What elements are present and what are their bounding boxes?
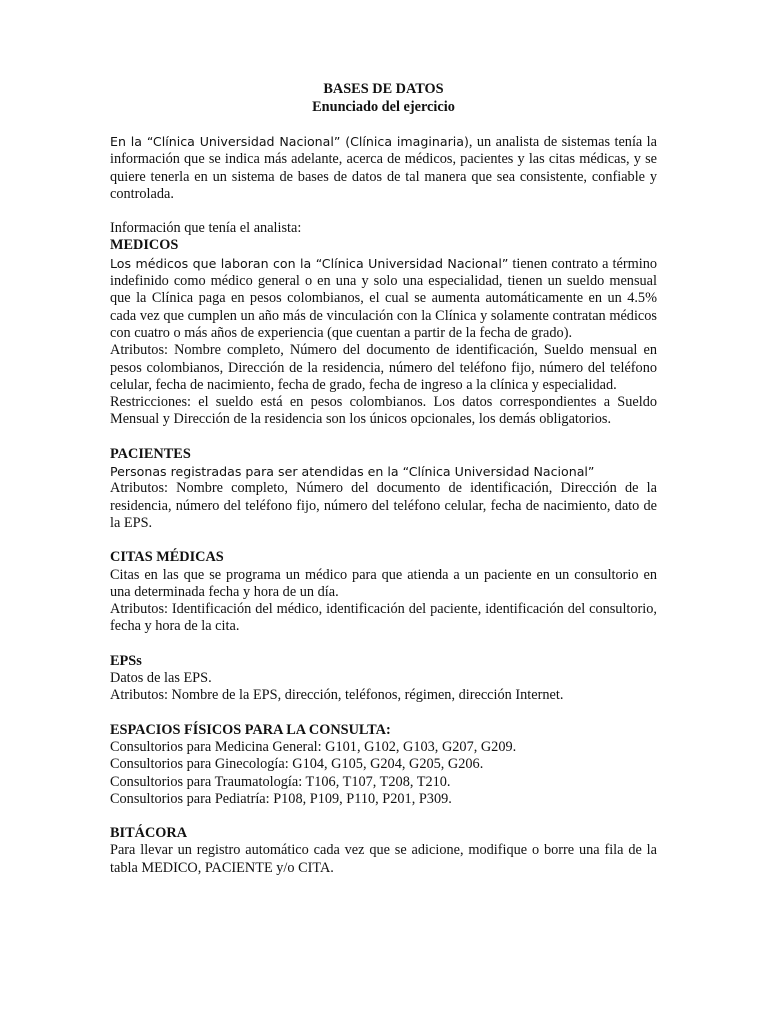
espacios-line: Consultorios para Pediatría: P108, P109, P110, P201, P309. <box>110 790 452 807</box>
section-heading-eps: EPSs <box>110 652 142 669</box>
pacientes-description: Personas registradas para ser atendidas en la “Clínica Universidad Nacional” <box>110 464 595 480</box>
document-subtitle: Enunciado del ejercicio <box>312 99 455 115</box>
citas-atributos: Atributos: Identificación del médico, identificación del paciente, identificación del consultorio, fecha y hora de la cita. <box>110 601 657 635</box>
info-label: Información que tenía el analista: <box>110 220 302 237</box>
espacios-line: Consultorios para Traumatología: T106, T107, T208, T210. <box>110 773 451 790</box>
espacios-line: Consultorios para Medicina General: G101, G102, G103, G207, G209. <box>110 738 517 755</box>
espacios-line: Consultorios para Ginecología: G104, G105, G204, G205, G206. <box>110 756 484 773</box>
intro-paragraph <box>110 133 657 203</box>
medicos-lead: Los médicos que laboran con la “Clínica Universidad Nacional” <box>110 255 509 271</box>
section-heading-medicos: MEDICOS <box>110 237 179 254</box>
section-heading-citas: CITAS MÉDICAS <box>110 549 224 566</box>
document-title: BASES DE DATOS <box>323 81 444 97</box>
title-block <box>110 80 657 116</box>
spacer <box>110 532 657 549</box>
spacer <box>110 808 657 825</box>
spacer <box>110 705 657 722</box>
document-page <box>110 80 657 877</box>
intro-rest: , un analista de sistemas tenía la información que se indica más adelante, acerca de médicos, pacientes y las citas médicas, y se quiere tenerla en un sistema de bases de datos de tal manera que sea consistente, confiable y controlada. <box>110 134 657 202</box>
spacer <box>110 116 657 133</box>
section-heading-bitacora: BITÁCORA <box>110 825 188 842</box>
spacer <box>110 429 657 446</box>
section-heading-pacientes: PACIENTES <box>110 445 191 462</box>
eps-atributos: Atributos: Nombre de la EPS, dirección, teléfonos, régimen, dirección Internet. <box>110 687 564 704</box>
spacer <box>110 636 657 653</box>
eps-description: Datos de las EPS. <box>110 670 212 687</box>
section-heading-espacios: ESPACIOS FÍSICOS PARA LA CONSULTA: <box>110 721 391 738</box>
medicos-restricciones: Restricciones: el sueldo está en pesos colombianos. Los datos correspondientes a Sueldo Mensual y Dirección de la residencia son los únicos opcionales, los demás obligatorios. <box>110 394 657 428</box>
medicos-description <box>110 255 657 342</box>
pacientes-atributos: Atributos: Nombre completo, Número del documento de identificación, Dirección de la residencia, número del teléfono fijo, número del teléfono celular, fecha de nacimiento, dato de la EPS. <box>110 480 657 531</box>
medicos-atributos: Atributos: Nombre completo, Número del documento de identificación, Sueldo mensual en pesos colombianos, Dirección de la residencia, número del teléfono fijo, número del teléfono celular, fecha de nacimiento, fecha de grado, fecha de ingreso a la clínica y especialidad. <box>110 342 657 393</box>
bitacora-description: Para llevar un registro automático cada vez que se adicione, modifique o borre una fila de la tabla MEDICO, PACIENTE y/o CITA. <box>110 842 657 876</box>
spacer <box>110 203 657 220</box>
medicos-rest: tienen contrato a término indefinido como médico general o en una y solo una especialidad, tienen un sueldo mensual que la Clínica paga en pesos colombianos, el cual se aumenta automáticamente en un 4.5% cada vez que cumplen un año más de vinculación con la Clínica y solamente contratan médicos con cuatro o más años de experiencia (que cuentan a partir de la fecha de grado). <box>110 255 657 341</box>
citas-description: Citas en las que se programa un médico para que atienda a un paciente en un consultorio en una determinada fecha y hora de un día. <box>110 566 657 600</box>
intro-lead: En la “Clínica Universidad Nacional” (Clínica imaginaria) <box>110 134 469 149</box>
